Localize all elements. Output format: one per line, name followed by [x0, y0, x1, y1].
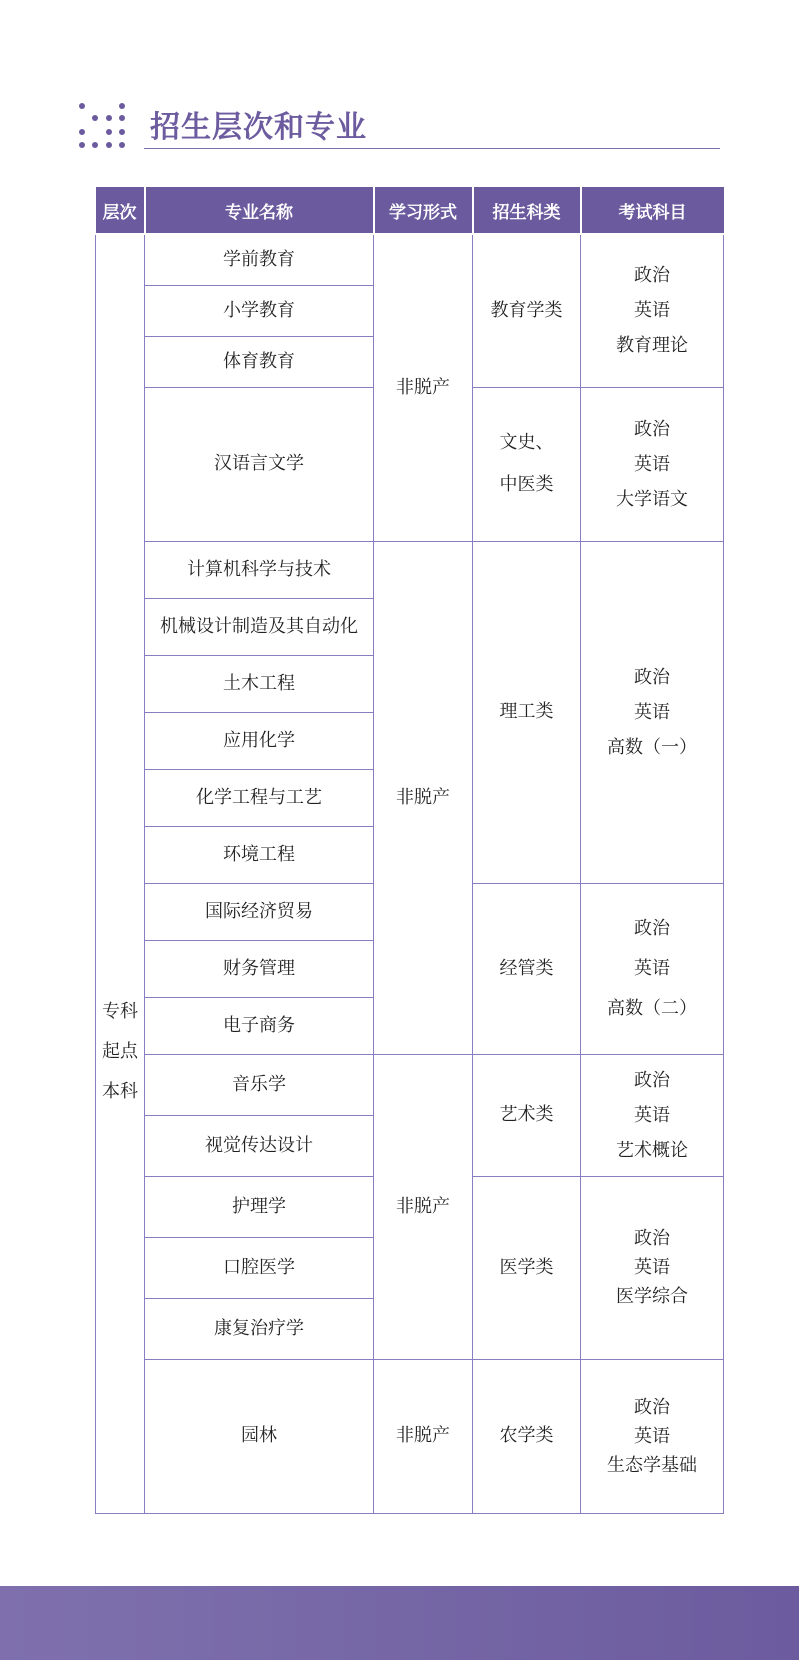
subject: 政治 — [634, 1396, 670, 1418]
subject: 英语 — [634, 701, 670, 723]
header-level: 层次 — [96, 187, 145, 234]
subject: 大学语文 — [616, 488, 688, 510]
major-cell: 口腔医学 — [145, 1237, 374, 1298]
subject: 教育理论 — [616, 335, 688, 357]
major-cell: 学前教育 — [145, 234, 374, 285]
subjects-cell — [581, 1359, 724, 1513]
header-study-mode: 学习形式 — [374, 187, 473, 234]
study-mode-cell: 非脱产 — [374, 1054, 473, 1359]
major-cell: 园林 — [145, 1359, 374, 1513]
major-cell: 国际经济贸易 — [145, 883, 374, 940]
major-cell: 土木工程 — [145, 655, 374, 712]
subject: 高数（一） — [607, 736, 697, 758]
subjects-cell — [581, 1176, 724, 1359]
table-row — [96, 234, 724, 285]
category-name: 经管类 — [499, 957, 554, 979]
category-cell — [473, 883, 581, 1054]
subject: 英语 — [634, 453, 670, 475]
subject: 政治 — [634, 418, 670, 440]
subjects-cell — [581, 541, 724, 883]
subjects-cell — [581, 883, 724, 1054]
major-cell: 汉语言文学 — [145, 387, 374, 541]
level-cell — [96, 234, 145, 1513]
major-cell: 护理学 — [145, 1176, 374, 1237]
header-major: 专业名称 — [145, 187, 374, 234]
category-cell — [473, 541, 581, 883]
major-cell: 康复治疗学 — [145, 1298, 374, 1359]
category-name: 理工类 — [499, 701, 554, 723]
study-mode-cell: 非脱产 — [374, 1359, 473, 1513]
table-row — [96, 1359, 724, 1513]
subject: 英语 — [634, 300, 670, 322]
study-mode-cell: 非脱产 — [374, 541, 473, 1054]
subject: 政治 — [634, 917, 670, 939]
level-line: 本科 — [102, 1080, 138, 1102]
major-cell: 机械设计制造及其自动化 — [145, 598, 374, 655]
major-cell: 视觉传达设计 — [145, 1115, 374, 1176]
major-cell: 体育教育 — [145, 336, 374, 387]
table-row — [96, 1054, 724, 1115]
major-cell: 音乐学 — [145, 1054, 374, 1115]
subject: 英语 — [634, 1257, 670, 1278]
subject: 政治 — [634, 265, 670, 287]
header-subjects: 考试科目 — [581, 187, 724, 234]
subject: 英语 — [634, 1104, 670, 1126]
category-cell — [473, 387, 581, 541]
study-mode-cell: 非脱产 — [374, 234, 473, 541]
subject: 高数（二） — [607, 997, 697, 1019]
dot-grid-icon — [78, 103, 126, 149]
category-cell — [473, 1054, 581, 1176]
category-name: 农学类 — [499, 1425, 554, 1447]
major-cell: 电子商务 — [145, 997, 374, 1054]
category-name: 文史、 — [499, 432, 554, 453]
category-cell — [473, 1176, 581, 1359]
page-title: 招生层次和专业 — [150, 110, 367, 145]
major-cell: 财务管理 — [145, 940, 374, 997]
level-line: 专科 — [102, 1000, 138, 1022]
category-name: 医学类 — [499, 1256, 554, 1278]
subject: 政治 — [634, 1069, 670, 1091]
category-name: 中医类 — [499, 474, 554, 495]
subjects-cell — [581, 234, 724, 387]
subjects-cell — [581, 1054, 724, 1176]
major-cell: 化学工程与工艺 — [145, 769, 374, 826]
subject: 英语 — [634, 1425, 670, 1447]
subject: 英语 — [634, 957, 670, 979]
header-category: 招生科类 — [473, 187, 581, 234]
subject: 艺术概论 — [616, 1139, 688, 1161]
title-divider — [144, 148, 720, 149]
subject: 生态学基础 — [607, 1454, 697, 1476]
major-cell: 应用化学 — [145, 712, 374, 769]
category-name: 艺术类 — [499, 1104, 554, 1126]
subject: 医学综合 — [616, 1286, 688, 1307]
level-line: 起点 — [102, 1040, 138, 1062]
major-cell: 小学教育 — [145, 285, 374, 336]
category-cell — [473, 1359, 581, 1513]
footer-band — [0, 1586, 799, 1660]
major-cell: 计算机科学与技术 — [145, 541, 374, 598]
admissions-table — [95, 187, 724, 1514]
table-header-row — [96, 187, 724, 234]
subject: 政治 — [634, 1228, 670, 1249]
category-name: 教育学类 — [490, 299, 563, 321]
subject: 政治 — [634, 666, 670, 688]
table-row — [96, 541, 724, 598]
major-cell: 环境工程 — [145, 826, 374, 883]
subjects-cell — [581, 387, 724, 541]
category-cell — [473, 234, 581, 387]
